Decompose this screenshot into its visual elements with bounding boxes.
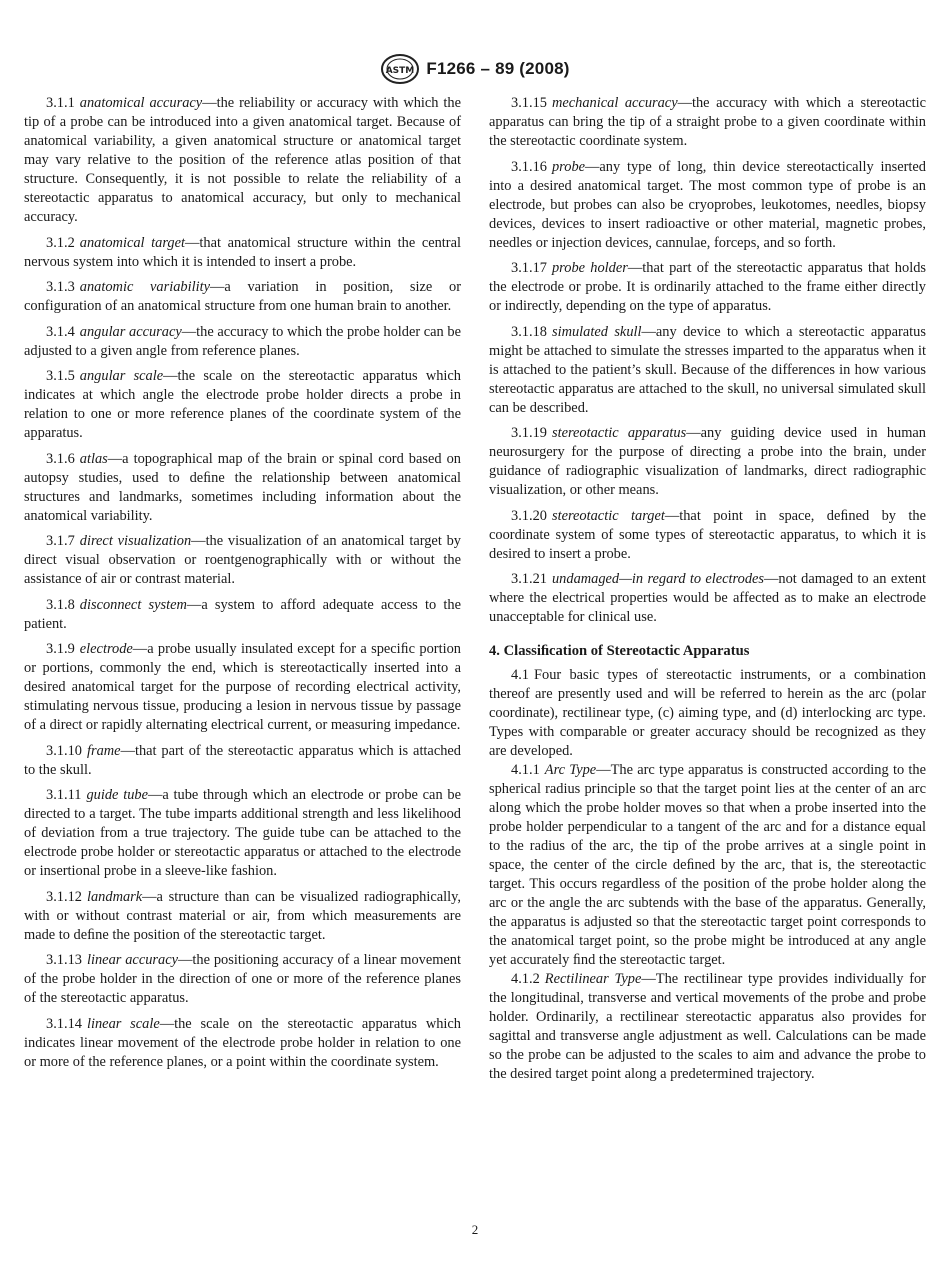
definition-3-1-17: 3.1.17 probe holder—that part of the stereotactic apparatus that holds the electrode or probe. It is ordinarily attached to the frame either directly or indirectly, depending on the type of apparatus. bbox=[489, 260, 926, 314]
definition-3-1-13: 3.1.13 linear accuracy—the positioning accuracy of a linear movement of the probe holder in the direction of one or more of the reference planes of the stereotactic apparatus. bbox=[24, 952, 461, 1006]
right-column bbox=[489, 94, 926, 1084]
document-id: F1266 – 89 (2008) bbox=[426, 59, 570, 78]
definition-3-1-10: 3.1.10 frame—that part of the stereotactic apparatus which is attached to the skull. bbox=[24, 742, 461, 778]
logo-text: ASTM bbox=[386, 66, 415, 76]
definition-3-1-6: 3.1.6 atlas—a topographical map of the brain or spinal cord based on autopsy studies, used to deﬁne the relationship between anatomical structures and landmarks, sometimes including information about the anatomical variability. bbox=[24, 450, 461, 524]
definition-3-1-4: 3.1.4 angular accuracy—the accuracy to which the probe holder can be adjusted to a given angle from reference planes. bbox=[24, 323, 461, 359]
definition-3-1-9: 3.1.9 electrode—a probe usually insulated except for a speciﬁc portion or portions, commonly the end, which is stereotactically inserted into a desired anatomical target for the purpose of recording electrical activity, stimulating nervous tissue, producing a lesion in nervous tissue by passage of a direct or rapidly alternating electrical current, or measuring impedance. bbox=[24, 641, 461, 733]
definition-3-1-1: 3.1.1 anatomical accuracy—the reliability or accuracy with which the tip of a probe can be introduced into a given anatomical target. Because of anatomical variability, a given anatomical structure or anatomical target may vary relative to the position of the reference atlas position of that structure. Consequently, it is not possible to relate the reliability of a stereotactic apparatus to anatomical accuracy, but only to mechanical accuracy. bbox=[24, 95, 461, 225]
section-heading: 4. Classiﬁcation of Stereotactic Apparatus bbox=[489, 643, 750, 659]
definition-3-1-3: 3.1.3 anatomic variability—a variation in position, size or configuration of an anatomical structure from one human brain to another. bbox=[24, 279, 461, 314]
definition-3-1-15: 3.1.15 mechanical accuracy—the accuracy with which a stereotactic apparatus can bring the tip of a straight probe to a given coordinate within the stereotactic coordinate system. bbox=[489, 95, 926, 149]
paragraph-4-1-2: 4.1.2 Rectilinear Type—The rectilinear type provides individually for the longitudinal, transverse and vertical movements of the probe and probe holder. Ordinarily, a rectilinear stereotactic apparatus also provides for sagittal and transverse angle adjustment as well. Calculations can be made so the probe can be adjusted to the scales to aim and advance the probe to the desired target point along a predetermined trajectory. bbox=[489, 971, 926, 1082]
definition-3-1-19: 3.1.19 stereotactic apparatus—any guiding device used in human neurosurgery for the purpose of directing a probe into the brain, under guidance of radiographic visualization of landmarks, direct radiographic visualization, or other means. bbox=[489, 425, 926, 498]
definition-3-1-21: 3.1.21 undamaged—in regard to electrodes—not damaged to an extent where the electrical properties would be affected as to make an electrode unacceptable for clinical use. bbox=[489, 571, 926, 625]
left-column bbox=[24, 94, 461, 1078]
definition-3-1-7: 3.1.7 direct visualization—the visualization of an anatomical target by direct visual observation or roentgenographically with or without the assistance of air or contrast material. bbox=[24, 533, 462, 587]
paragraph-4-1: 4.1 Four basic types of stereotactic instruments, or a combination thereof are presently used and will be referred to herein as the arc (polar coordinate), rectilinear type, (c) aiming type, and (d) interlocking arc type. Types with comparable or greater accuracy should be recognized as they are developed. bbox=[489, 667, 926, 759]
definition-3-1-20: 3.1.20 stereotactic target—that point in space, deﬁned by the coordinate system of some types of stereotactic apparatus, to which it is desired to insert a probe. bbox=[489, 507, 926, 562]
definition-3-1-2: 3.1.2 anatomical target—that anatomical structure within the central nervous system into which it is intended to insert a probe. bbox=[24, 234, 461, 270]
definition-3-1-12: 3.1.12 landmark—a structure than can be visualized radiographically, with or without contrast material or air, from which measurements are made to deﬁne the position of the stereotactic target. bbox=[24, 888, 461, 943]
paragraph-4-1-1: 4.1.1 Arc Type—The arc type apparatus is constructed according to the spherical radius principle so that the target point lies at the center of an arc along which the probe holder moves so that when a probe inserted into the probe holder perpendicular to a tangent of the arc and for a distance equal to the radius of the arc, the tip of the probe arrives at a single point in space, the center of the circle deﬁned by the arc, that is, the stereotactic target. This occurs regardless of the position of the probe holder along the arc or the angle the arc subtends with the base of the apparatus. Generally, the apparatus is adjusted so that the stereotactic target point corresponds to the anatomical target point, so the probe might be introduced at any angle yet accurately ﬁnd the stereotactic target. bbox=[489, 762, 927, 968]
definition-3-1-5: 3.1.5 angular scale—the scale on the stereotactic apparatus which indicates at which angle the electrode probe holder directs a probe in relation to one or more reference planes of the coordinate system of the apparatus. bbox=[24, 368, 461, 441]
definition-3-1-14: 3.1.14 linear scale—the scale on the stereotactic apparatus which indicates linear movement of the electrode probe holder in relation to one or more of the reference planes, or a point within the coordinate system. bbox=[24, 1015, 461, 1070]
definition-3-1-11: 3.1.11 guide tube—a tube through which an electrode or probe can be directed to a target. The tube imparts additional strength and less likelihood of deviation from a true trajectory. The guide tube can be attached to the electrode probe holder or stereotactic apparatus or attached to the electrode or insertional probe in a sleeve-like fashion. bbox=[24, 787, 461, 879]
page-header bbox=[0, 52, 950, 86]
definition-3-1-8: 3.1.8 disconnect system—a system to afford adequate access to the patient. bbox=[24, 596, 461, 632]
page-number: 2 bbox=[471, 1222, 479, 1237]
definition-3-1-16: 3.1.16 probe—any type of long, thin device stereotactically inserted into a desired anatomical target. The most common type of probe is an electrode, but probes can also be cryoprobes, leukotomes, needles, biopsy devices, devices to insert radioactive or other material, magnetic probes, needles or injection devices, cannulae, forceps, and so forth. bbox=[489, 158, 926, 251]
astm-logo-icon bbox=[380, 53, 420, 85]
definition-3-1-18: 3.1.18 simulated skull—any device to which a stereotactic apparatus might be attached to simulate the stresses imparted to the apparatus when it is attached to the patient’s skull. Because of the differences in how various stereotactic apparatus are attached to the skull, no universal simulated skull can be described. bbox=[489, 323, 926, 416]
